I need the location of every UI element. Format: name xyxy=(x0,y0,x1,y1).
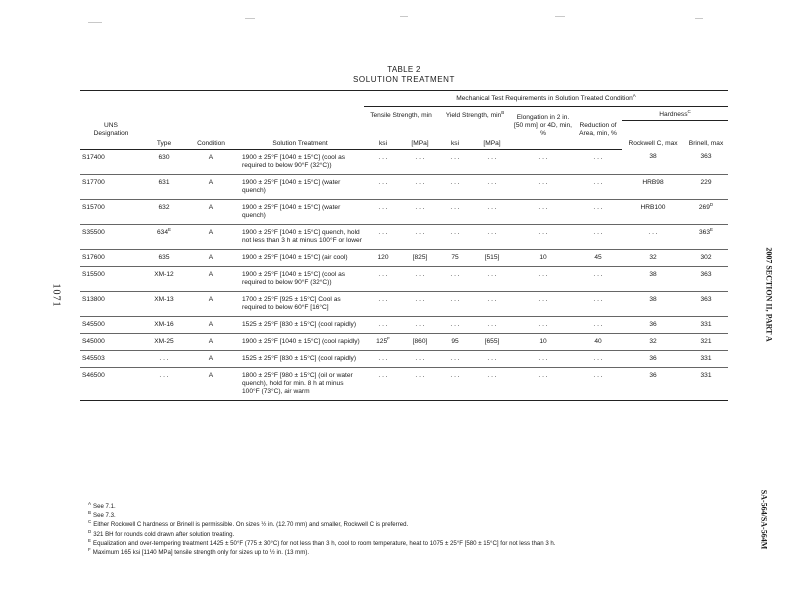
yield-mpa-cell: [655] xyxy=(472,333,512,350)
footnote: $^E$ Equalization and over-tempering treatment 1425 ± 50°F (775 ± 30°C) for not less than 3 h, cool to room temperature, heat to 1075 ± 25°F [580 ± 15°C] for not less than 3 h. xyxy=(88,537,556,547)
elongation-cell: . . . xyxy=(512,224,574,249)
footnote: $^C$ Either Rockwell C hardness or Brinell is permissible. On sizes ½ in. (12.70 mm) and smaller, Rockwell C is preferred. xyxy=(88,519,409,529)
tensile-mpa-cell: . . . xyxy=(402,350,438,367)
type-cell: 632 xyxy=(142,199,186,224)
tensile-mpa-cell: . . . xyxy=(402,174,438,199)
uns-cell: S45503 xyxy=(80,350,142,367)
condition-cell: A xyxy=(186,266,236,291)
treatment-cell: 1900 ± 25°F [1040 ± 15°C] (cool as required to below 90°F (32°C)) xyxy=(236,266,364,291)
rockwell-cell: 36 xyxy=(622,350,684,367)
tensile-ksi-cell: . . . xyxy=(364,266,402,291)
solution-treatment-header: Solution Treatment xyxy=(236,139,364,150)
uns-cell: S17400 xyxy=(80,149,142,174)
tensile-mpa-cell: . . . xyxy=(402,367,438,400)
uns-cell: S15500 xyxy=(80,266,142,291)
rockwell-cell: . . . xyxy=(622,224,684,249)
tensile-ksi-cell: 120 xyxy=(364,249,402,266)
yield-ksi-cell: 95 xyxy=(438,333,472,350)
treatment-cell: 1900 ± 25°F [1040 ± 15°C] (cool rapidly) xyxy=(236,333,364,350)
tensile-mpa-cell: . . . xyxy=(402,291,438,316)
reduction-header: Reduction of Area, min, % xyxy=(579,121,617,137)
reduction-cell: 40 xyxy=(574,333,622,350)
yield-header: Yield Strength, $\min^B$ xyxy=(445,109,505,119)
condition-cell: A xyxy=(186,249,236,266)
condition-cell: A xyxy=(186,199,236,224)
uns-cell: S45500 xyxy=(80,316,142,333)
yield-mpa-cell: . . . xyxy=(472,199,512,224)
elongation-cell: . . . xyxy=(512,266,574,291)
footnote: $^B$ See 7.3. xyxy=(88,510,116,520)
brinell-cell: $269^D$ xyxy=(684,199,728,224)
footnote: $^A$ See 7.1. xyxy=(88,500,116,510)
treatment-cell: 1900 ± 25°F [1040 ± 15°C] quench, hold not less than 3 h at minus 100°F or lower xyxy=(236,224,364,249)
brinell-cell: 331 xyxy=(684,367,728,400)
brinell-cell: $363^E$ xyxy=(684,224,728,249)
yield-ksi-cell: . . . xyxy=(438,291,472,316)
brinell-cell: 363 xyxy=(684,266,728,291)
table-row xyxy=(80,199,728,224)
yield-ksi-cell: . . . xyxy=(438,224,472,249)
uns-cell: S17700 xyxy=(80,174,142,199)
tensile-ksi-cell: . . . xyxy=(364,224,402,249)
brinell-cell: 321 xyxy=(684,333,728,350)
tensile-mpa-header: [MPa] xyxy=(402,139,438,150)
yield-ksi-cell: . . . xyxy=(438,316,472,333)
tensile-ksi-cell: . . . xyxy=(364,174,402,199)
rockwell-cell: 36 xyxy=(622,367,684,400)
reduction-cell: . . . xyxy=(574,224,622,249)
tensile-mpa-cell: . . . xyxy=(402,266,438,291)
uns-header: UNS Designation xyxy=(93,121,129,137)
tensile-ksi-cell: . . . xyxy=(364,367,402,400)
treatment-cell: 1900 ± 25°F [1040 ± 15°C] (water quench) xyxy=(236,199,364,224)
type-cell: 631 xyxy=(142,174,186,199)
treatment-cell: 1900 ± 25°F [1040 ± 15°C] (cool as required to below 90°F (32°C)) xyxy=(236,149,364,174)
rockwell-cell: 36 xyxy=(622,316,684,333)
brinell-cell: 331 xyxy=(684,350,728,367)
yield-mpa-cell: . . . xyxy=(472,224,512,249)
reduction-cell: . . . xyxy=(574,350,622,367)
elongation-cell: . . . xyxy=(512,199,574,224)
condition-cell: A xyxy=(186,291,236,316)
uns-cell: S45000 xyxy=(80,333,142,350)
brinell-cell: 302 xyxy=(684,249,728,266)
tensile-ksi-cell: . . . xyxy=(364,291,402,316)
scan-mark xyxy=(88,22,102,23)
table-row xyxy=(80,149,728,174)
elongation-cell: 10 xyxy=(512,249,574,266)
table-row xyxy=(80,350,728,367)
type-header: Type xyxy=(142,139,186,150)
tensile-mpa-cell: . . . xyxy=(402,316,438,333)
rockwell-cell: HRB98 xyxy=(622,174,684,199)
side-running-header: 2007 SECTION II, PART A xyxy=(764,247,774,342)
uns-cell: S17600 xyxy=(80,249,142,266)
mechanical-requirements-header: Mechanical Test Requirements in Solution Treated Condition$^A$ xyxy=(364,91,728,107)
yield-mpa-cell: . . . xyxy=(472,266,512,291)
uns-cell: S13800 xyxy=(80,291,142,316)
tensile-ksi-cell: . . . xyxy=(364,316,402,333)
table-row xyxy=(80,266,728,291)
uns-cell: S35500 xyxy=(80,224,142,249)
brinell-cell: 229 xyxy=(684,174,728,199)
table-row xyxy=(80,291,728,316)
type-cell: XM-12 xyxy=(142,266,186,291)
rockwell-cell: 38 xyxy=(622,149,684,174)
rockwell-cell: 38 xyxy=(622,266,684,291)
table-footnotes xyxy=(88,502,556,557)
footnote: $^D$ 321 BH for rounds cold drawn after solution treating. xyxy=(88,528,235,538)
condition-cell: A xyxy=(186,149,236,174)
yield-mpa-cell: [515] xyxy=(472,249,512,266)
condition-cell: A xyxy=(186,367,236,400)
rockwell-cell: 32 xyxy=(622,249,684,266)
yield-mpa-cell: . . . xyxy=(472,149,512,174)
condition-cell: A xyxy=(186,316,236,333)
table-row xyxy=(80,367,728,400)
treatment-cell: 1525 ± 25°F [830 ± 15°C] (cool rapidly) xyxy=(236,316,364,333)
type-cell: XM-25 xyxy=(142,333,186,350)
reduction-cell: 45 xyxy=(574,249,622,266)
table-title: SOLUTION TREATMENT xyxy=(352,75,456,84)
table-row xyxy=(80,316,728,333)
table-number: TABLE 2 xyxy=(387,65,421,74)
scan-mark xyxy=(555,16,565,17)
side-spec-number: SA-564/SA-564M xyxy=(759,489,769,550)
condition-cell: A xyxy=(186,174,236,199)
yield-ksi-cell: 75 xyxy=(438,249,472,266)
hardness-header: Hardness$^C$ xyxy=(622,107,728,121)
type-cell: XM-13 xyxy=(142,291,186,316)
tensile-mpa-cell: . . . xyxy=(402,149,438,174)
yield-ksi-cell: . . . xyxy=(438,199,472,224)
type-cell: . . . xyxy=(142,350,186,367)
yield-ksi-cell: . . . xyxy=(438,350,472,367)
reduction-cell: . . . xyxy=(574,149,622,174)
scan-mark xyxy=(400,16,408,17)
yield-ksi-cell: . . . xyxy=(438,266,472,291)
table-row xyxy=(80,249,728,266)
table-row xyxy=(80,224,728,249)
tensile-ksi-cell: . . . xyxy=(364,350,402,367)
treatment-cell: 1525 ± 25°F [830 ± 15°C] (cool rapidly) xyxy=(236,350,364,367)
yield-mpa-header: [MPa] xyxy=(472,139,512,150)
scan-mark xyxy=(245,18,255,19)
elongation-header: Elongation in 2 in. [50 mm] or 4D, min, % xyxy=(514,113,572,137)
page-number: 1071 xyxy=(50,283,62,308)
elongation-cell: . . . xyxy=(512,291,574,316)
brinell-header: Brinell, max xyxy=(688,140,724,147)
type-cell: 630 xyxy=(142,149,186,174)
tensile-mpa-cell: [825] xyxy=(402,249,438,266)
scan-mark xyxy=(695,18,703,19)
tensile-ksi-cell: . . . xyxy=(364,199,402,224)
treatment-cell: 1900 ± 25°F [1040 ± 15°C] (water quench) xyxy=(236,174,364,199)
solution-treatment-table xyxy=(80,90,728,401)
type-cell: XM-16 xyxy=(142,316,186,333)
condition-cell: A xyxy=(186,350,236,367)
rockwell-cell: 38 xyxy=(622,291,684,316)
type-cell: $634^E$ xyxy=(142,224,186,249)
yield-ksi-cell: . . . xyxy=(438,367,472,400)
yield-ksi-header: ksi xyxy=(438,139,472,150)
type-cell: 635 xyxy=(142,249,186,266)
tensile-ksi-cell: $125^F$ xyxy=(364,333,402,350)
table-row xyxy=(80,174,728,199)
tensile-ksi-header: ksi xyxy=(364,139,402,150)
uns-cell: S15700 xyxy=(80,199,142,224)
elongation-cell: . . . xyxy=(512,350,574,367)
yield-mpa-cell: . . . xyxy=(472,291,512,316)
reduction-cell: . . . xyxy=(574,174,622,199)
yield-mpa-cell: . . . xyxy=(472,316,512,333)
condition-cell: A xyxy=(186,224,236,249)
elongation-cell: 10 xyxy=(512,333,574,350)
condition-header: Condition xyxy=(186,139,236,150)
yield-mpa-cell: . . . xyxy=(472,367,512,400)
tensile-header: Tensile Strength, min xyxy=(370,111,432,119)
yield-mpa-cell: . . . xyxy=(472,174,512,199)
tensile-mpa-cell: . . . xyxy=(402,224,438,249)
elongation-cell: . . . xyxy=(512,174,574,199)
brinell-cell: 363 xyxy=(684,149,728,174)
reduction-cell: . . . xyxy=(574,367,622,400)
treatment-cell: 1900 ± 25°F [1040 ± 15°C] (air cool) xyxy=(236,249,364,266)
rockwell-cell: 32 xyxy=(622,333,684,350)
yield-ksi-cell: . . . xyxy=(438,174,472,199)
condition-cell: A xyxy=(186,333,236,350)
tensile-ksi-cell: . . . xyxy=(364,149,402,174)
treatment-cell: 1700 ± 25°F [925 ± 15°C] Cool as required to below 60°F [16°C] xyxy=(236,291,364,316)
elongation-cell: . . . xyxy=(512,316,574,333)
treatment-cell: 1800 ± 25°F [980 ± 15°C] (oil or water quench), hold for min. 8 h at minus 100°F (73°C), air warm xyxy=(236,367,364,400)
table-row xyxy=(80,333,728,350)
reduction-cell: . . . xyxy=(574,291,622,316)
tensile-mpa-cell: . . . xyxy=(402,199,438,224)
reduction-cell: . . . xyxy=(574,199,622,224)
rockwell-header: Rockwell C, max xyxy=(628,140,678,147)
rockwell-cell: HRB100 xyxy=(622,199,684,224)
reduction-cell: . . . xyxy=(574,266,622,291)
elongation-cell: . . . xyxy=(512,367,574,400)
type-cell: . . . xyxy=(142,367,186,400)
reduction-cell: . . . xyxy=(574,316,622,333)
tensile-mpa-cell: [860] xyxy=(402,333,438,350)
footnote: $^F$ Maximum 165 ksi [1140 MPa] tensile strength only for sizes up to ½ in. (13 mm). xyxy=(88,546,310,557)
yield-ksi-cell: . . . xyxy=(438,149,472,174)
brinell-cell: 331 xyxy=(684,316,728,333)
elongation-cell: . . . xyxy=(512,149,574,174)
uns-cell: S46500 xyxy=(80,367,142,400)
brinell-cell: 363 xyxy=(684,291,728,316)
yield-mpa-cell: . . . xyxy=(472,350,512,367)
